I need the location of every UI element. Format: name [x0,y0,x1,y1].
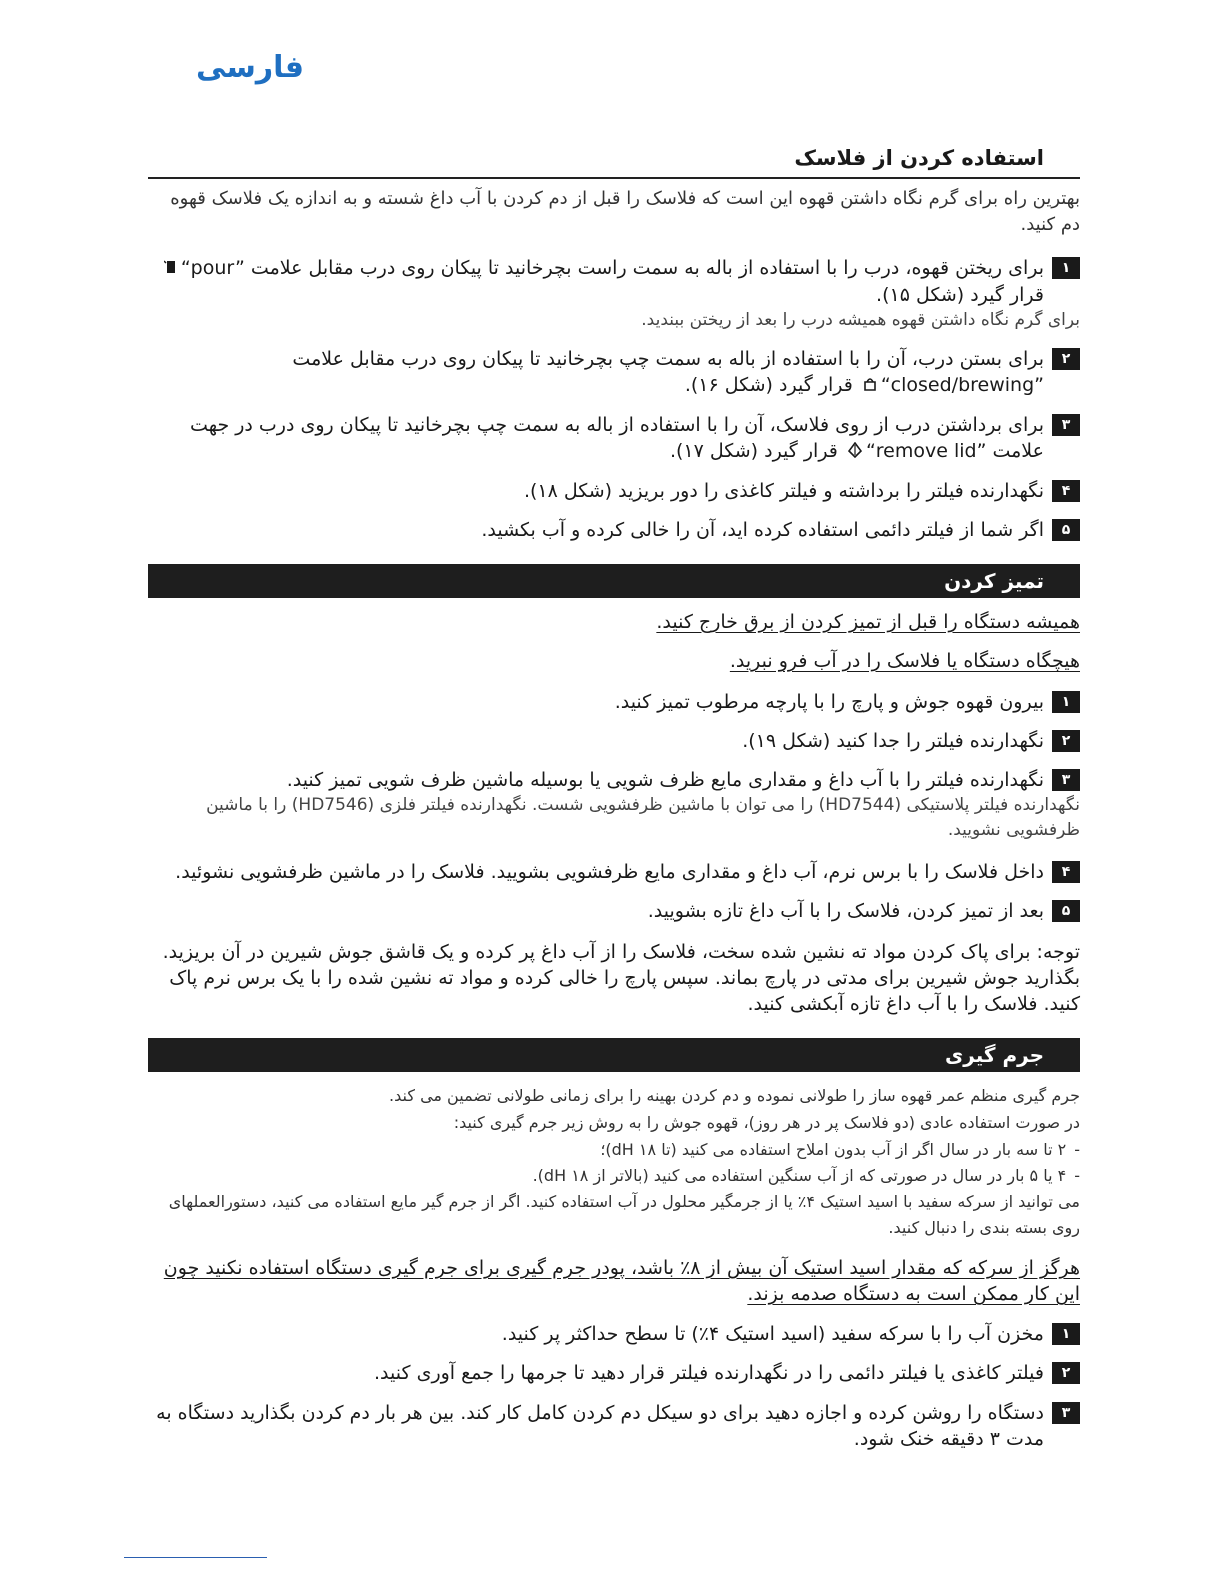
step-text-end: قرار گیرد (شکل ۱۷). [669,440,844,462]
pour-label: “pour” [180,257,245,279]
step-sub-note: نگهدارنده فیلتر پلاستیکی (HD7544) را می توان با ماشین ظرفشویی شست. نگهدارنده فیلتر فلزی (HD7546) را با ماشین ظرفشویی نشویید. [206,795,1080,840]
descaling-intro-3: می توانید از سرکه سفید با اسید استیک ۴٪ یا از جرمگیر محلول در آب استفاده کنید. اگر از جرم گیر مایع استفاده می کنید، دستورالعملهای روی بسته بندی را دنبال کنید. [168,1192,1080,1237]
flask-section-title: استفاده کردن از فلاسک [148,142,1080,179]
descaling-step-3 [148,1400,1080,1452]
cleaning-step-1 [148,689,1080,715]
step-text: برای برداشتن درب از روی فلاسک، آن را با استفاده از باله به سمت چپ بچرخانید تا پیکان روی درب در جهت علامت [190,414,1044,462]
step-number: ۵ [1052,900,1080,922]
cleaning-warning-2: هیچگاه دستگاه یا فلاسک را در آب فرو نبرید. [729,650,1080,672]
descaling-step-1 [148,1321,1080,1347]
step-text-end: قرار گیرد (شکل ۱۵). [876,283,1044,306]
closed-brewing-label: “closed/brewing” [880,374,1044,396]
language-label: فارسی [196,50,305,85]
step-number: ۴ [1052,480,1080,502]
step-text: بعد از تمیز کردن، فلاسک را با آب داغ تازه بشویید. [647,900,1044,922]
descaling-warning: هرگز از سرکه که مقدار اسید استیک آن بیش از ۸٪ باشد، پودر جرم گیری برای جرم گیری دستگاه استفاده نکنید چون این کار ممکن است به دستگاه صدمه بزند. [163,1257,1080,1305]
step-number: ۳ [1052,1402,1080,1424]
step-number: ۴ [1052,861,1080,883]
descaling-intro-1: جرم گیری منظم عمر قهوه ساز را طولانی نموده و دم کردن بهینه را برای زمانی طولانی تضمین می کند. [389,1086,1080,1105]
closed-brewing-icon [862,373,878,399]
cleaning-step-5 [148,898,1080,924]
step-text: مخزن آب را با سرکه سفید (اسید استیک ۴٪) تا سطح حداکثر پر کنید. [501,1323,1044,1345]
step-text: داخل فلاسک را با برس نرم، آب داغ و مقداری مایع ظرفشویی بشویید. فلاسک را در ماشین ظرفشویی نشوئید. [175,861,1044,883]
cleaning-section-title: تمیز کردن [148,564,1080,598]
step-text: بیرون قهوه جوش و پارچ را با پارچه مرطوب تمیز کنید. [614,691,1044,713]
cleaning-step-3 [148,767,1080,843]
footer-rule [124,1557,267,1558]
descaling-step-2 [148,1360,1080,1386]
descaling-intro-2: در صورت استفاده عادی (دو فلاسک پر در هر روز)، قهوه جوش را به روش زیر جرم گیری کنید: [453,1113,1080,1132]
step-number: ۲ [1052,1362,1080,1384]
flask-step-3 [148,412,1080,465]
step-text: برای ریختن قهوه، درب را با استفاده از باله به سمت راست بچرخانید تا پیکان روی درب مقابل علامت [244,257,1044,279]
step-text: دستگاه را روشن کرده و اجازه دهید برای دو سیکل دم کردن کامل کار کند. بین هر بار دم کردن بگذارید دستگاه به مدت ۳ دقیقه خنک شود. [156,1402,1044,1450]
step-text: نگهدارنده فیلتر را برداشته و فیلتر کاغذی را دور بریزید (شکل ۱۸). [523,480,1044,502]
cleaning-warning-1: همیشه دستگاه را قبل از تمیز کردن از برق خارج کنید. [656,611,1080,633]
cleaning-note: توجه: برای پاک کردن مواد ته نشین شده سخت، فلاسک را از آب داغ پر کرده و یک قاشق جوش شیرین در آن بریزید. بگذارید جوش شیرین برای مدتی در پارچ بماند. سپس پارچ را خالی کرده و مواد ته نشین شده را با یک برس نرم پاک کنید. فلاسک را با آب داغ تازه آبکشی کنید. [162,941,1080,1015]
flask-step-5 [148,517,1080,543]
step-text: نگهدارنده فیلتر را جدا کنید (شکل ۱۹). [742,730,1044,752]
step-number: ۱ [1052,257,1080,279]
flask-step-1 [148,255,1080,333]
remove-lid-icon [847,439,863,465]
step-sub-note: برای گرم نگاه داشتن قهوه همیشه درب را بعد از ریختن ببندید. [641,309,1080,330]
step-number: ۳ [1052,414,1080,436]
pour-icon [164,256,178,282]
step-number: ۳ [1052,769,1080,791]
flask-intro: بهترین راه برای گرم نگاه داشتن قهوه این است که فلاسک را قبل از دم کردن با آب داغ شسته و به اندازه یک فلاسک قهوه دم کنید. [170,188,1080,235]
step-number: ۲ [1052,348,1080,370]
flask-step-2 [148,346,1080,399]
step-number: ۱ [1052,691,1080,713]
flask-step-4 [148,478,1080,504]
step-number: ۱ [1052,1323,1080,1345]
step-number: ۲ [1052,730,1080,752]
step-text: نگهدارنده فیلتر را با آب داغ و مقداری مایع ظرف شویی یا بوسیله ماشین ظرف شویی تمیز کنید. [286,769,1044,791]
cleaning-step-2 [148,728,1080,754]
remove-lid-label: “remove lid” [865,440,987,462]
step-text: فیلتر کاغذی یا فیلتر دائمی را در نگهدارنده فیلتر قرار دهید تا جرمها را جمع آوری کنید. [374,1362,1044,1384]
descaling-bullet-2: -۴ یا ۵ بار در سال در صورتی که از آب سنگین استفاده می کنید (بالاتر از ۱۸ dH). [532,1166,1080,1185]
step-number: ۵ [1052,519,1080,541]
step-text-end: قرار گیرد (شکل ۱۶). [684,374,859,396]
manual-page [148,0,1080,1584]
descaling-section-title: جرم گیری [148,1038,1080,1072]
cleaning-step-4 [148,859,1080,885]
step-text: اگر شما از فیلتر دائمی استفاده کرده اید، آن را خالی کرده و آب بکشید. [481,519,1044,541]
step-text: برای بستن درب، آن را با استفاده از باله به سمت چپ بچرخانید تا پیکان روی درب مقابل علامت [292,348,1044,370]
descaling-bullet-1: -۲ تا سه بار در سال اگر از آب بدون املاح استفاده می کنید (تا ۱۸ dH)؛ [600,1140,1080,1159]
